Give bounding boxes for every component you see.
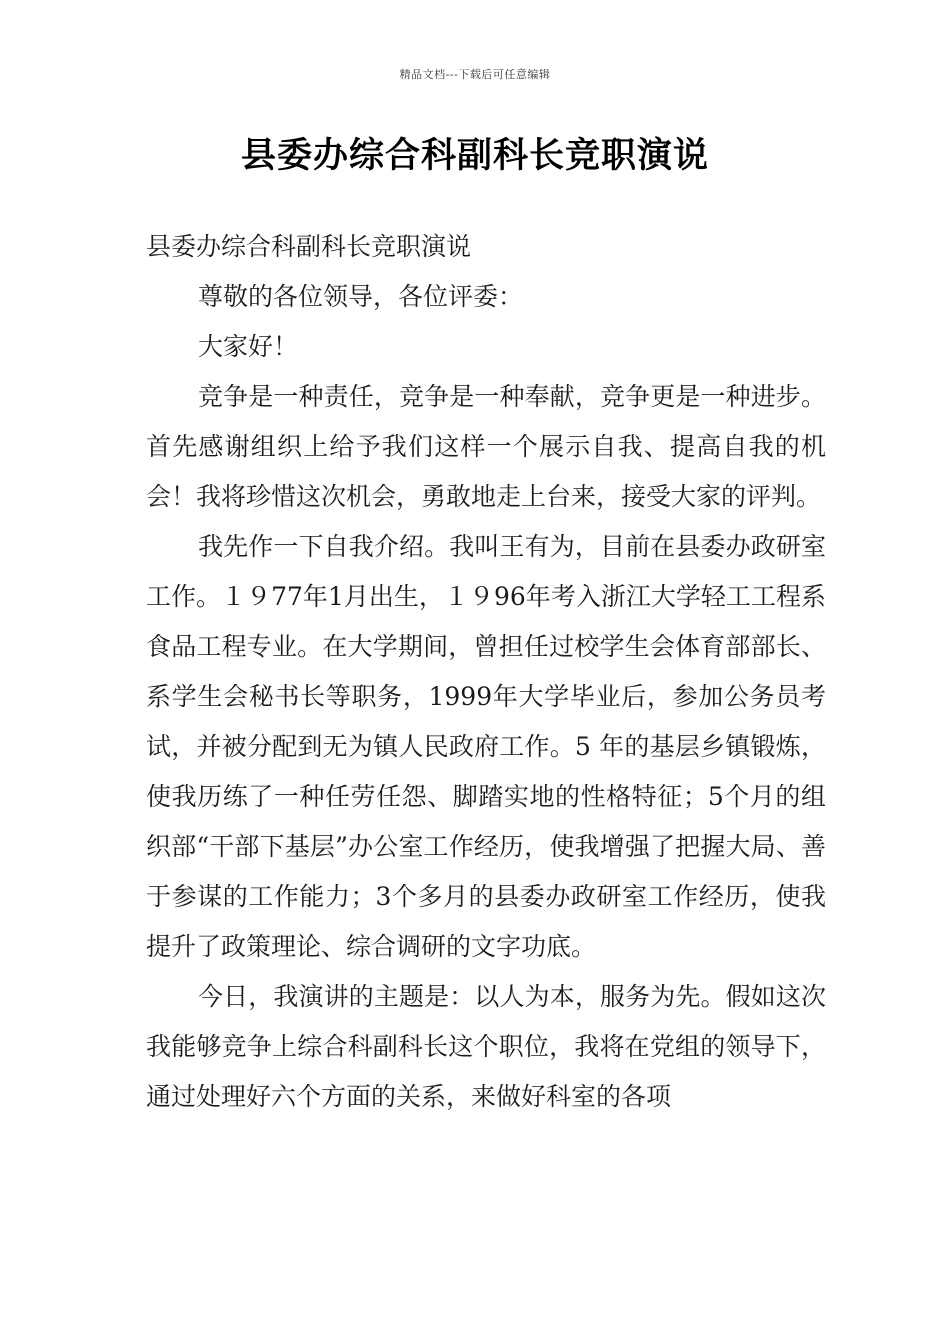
paragraph-speech-theme: 今日，我演讲的主题是：以人为本，服务为先。假如这次我能够竞争上综合科副科长这个职位，我将在党组的领导下，通过处理好六个方面的关系，来做好科室的各项 (146, 982, 826, 1111)
paragraph-greeting: 尊敬的各位领导，各位评委： (198, 282, 524, 311)
paragraph-competition: 竞争是一种责任，竞争是一种奉献，竞争更是一种进步。首先感谢组织上给予我们这样一个展示自我、提高自我的机会！我将珍惜这次机会，勇敢地走上台来，接受大家的评判。 (146, 382, 826, 511)
document-body (146, 222, 826, 1122)
document-title: 县委办综合科副科长竞职演说 (240, 135, 709, 176)
paragraph-self-introduction: 我先作一下自我介绍。我叫王有为，目前在县委办政研室工作。１９77年1月出生，１９96年考入浙江大学轻工工程系食品工程专业。在大学期间，曾担任过校学生会体育部部长、系学生会秘书长等职务，1999年大学毕业后，参加公务员考试，并被分配到无为镇人民政府工作。5 年的基层乡镇锻炼，使我历练了一种任劳任怨、脚踏实地的性格特征；5个月的组织部“干部下基层”办公室工作经历，使我增强了把握大局、善于参谋的工作能力；3个多月的县委办政研室工作经历，使我提升了政策理论、综合调研的文字功底。 (146, 532, 826, 961)
document-subtitle: 县委办综合科副科长竞职演说 (146, 232, 472, 261)
paragraph-hello: 大家好！ (198, 332, 299, 361)
page-header-note: 精品文档---下载后可任意编辑 (399, 68, 551, 81)
